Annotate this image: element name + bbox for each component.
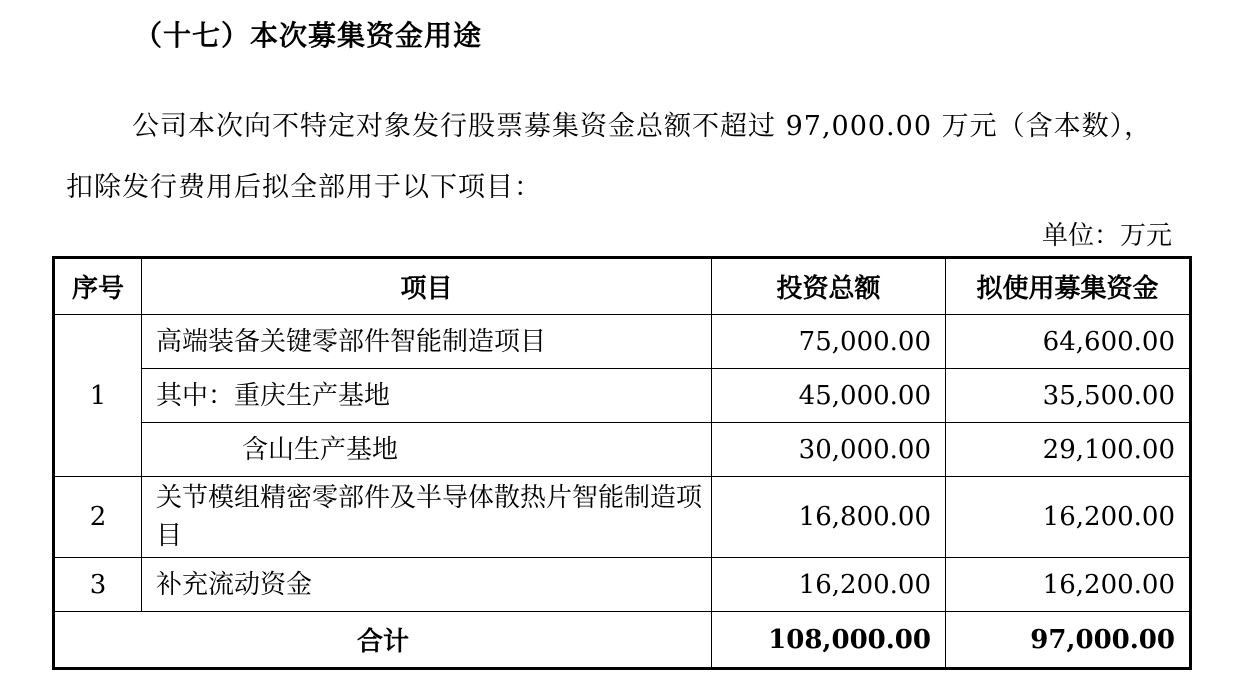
table-header-row xyxy=(54,258,1191,315)
row-no: 2 xyxy=(54,477,142,558)
row-raised: 35,500.00 xyxy=(946,369,1191,423)
total-investment: 108,000.00 xyxy=(712,612,946,669)
table-row xyxy=(54,423,1191,477)
unit-label: 单位：万元 xyxy=(1041,221,1172,251)
header-raised: 拟使用募集资金 xyxy=(946,258,1191,315)
section-heading: （十七）本次募集资金用途 xyxy=(134,19,483,52)
row-total: 45,000.00 xyxy=(712,369,946,423)
table-row xyxy=(54,369,1191,423)
row-total: 16,200.00 xyxy=(712,558,946,612)
row-total: 75,000.00 xyxy=(712,315,946,369)
table-row xyxy=(54,315,1191,369)
total-label: 合计 xyxy=(54,612,712,669)
header-item: 项目 xyxy=(142,258,712,315)
row-item: 补充流动资金 xyxy=(142,558,712,612)
table-row xyxy=(54,477,1191,558)
row-item: 其中：重庆生产基地 xyxy=(142,369,712,423)
table-row xyxy=(54,558,1191,612)
fund-usage-table xyxy=(52,256,1192,670)
header-total: 投资总额 xyxy=(712,258,946,315)
row-total: 16,800.00 xyxy=(712,477,946,558)
header-no: 序号 xyxy=(54,258,142,315)
row-no: 3 xyxy=(54,558,142,612)
row-total: 30,000.00 xyxy=(712,423,946,477)
row-raised: 64,600.00 xyxy=(946,315,1191,369)
total-raised: 97,000.00 xyxy=(946,612,1191,669)
row-item: 关节模组精密零部件及半导体散热片智能制造项目 xyxy=(142,477,712,558)
row-item: 含山生产基地 xyxy=(142,423,712,477)
row-item: 高端装备关键零部件智能制造项目 xyxy=(142,315,712,369)
row-raised: 16,200.00 xyxy=(946,558,1191,612)
row-raised: 16,200.00 xyxy=(946,477,1191,558)
total-row xyxy=(54,612,1191,669)
intro-paragraph: 公司本次向不特定对象发行股票募集资金总额不超过 97,000.00 万元（含本数），扣除发行费用后拟全部用于以下项目： xyxy=(66,111,1153,203)
row-no: 1 xyxy=(54,315,142,477)
row-raised: 29,100.00 xyxy=(946,423,1191,477)
